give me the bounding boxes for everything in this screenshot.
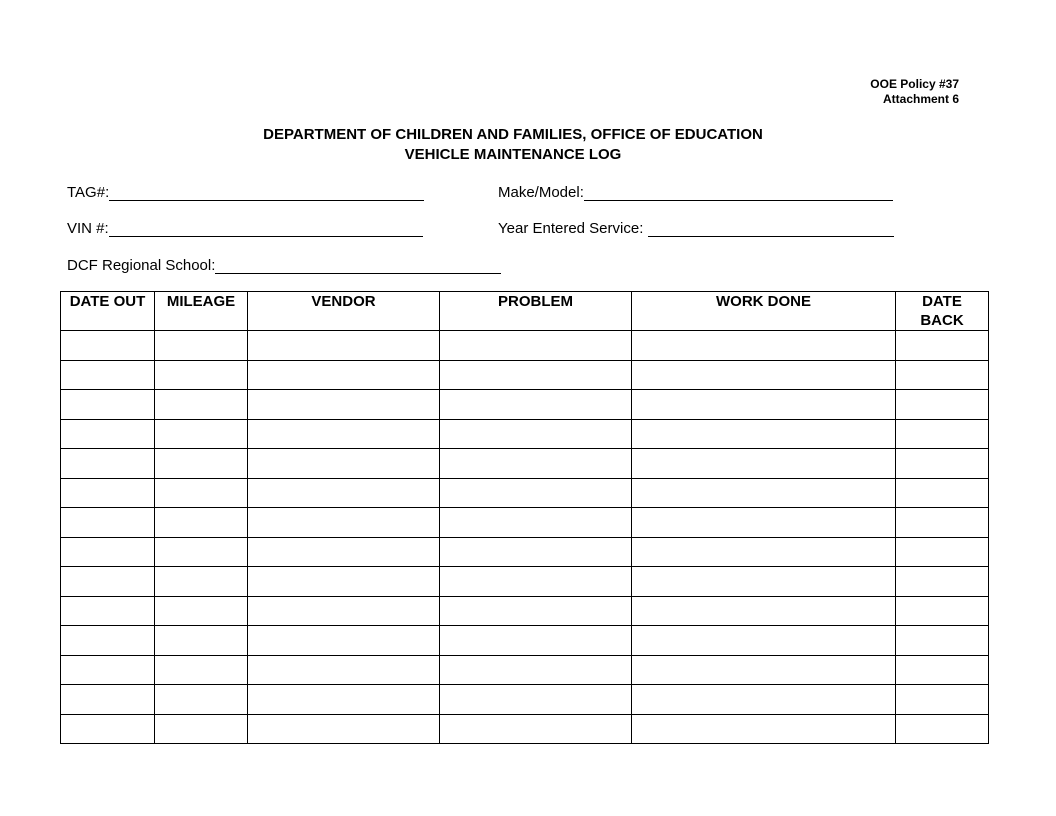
cell-date-out[interactable] [61,537,155,567]
cell-date-out[interactable] [61,390,155,420]
cell-date-out[interactable] [61,508,155,538]
column-header-work-done [632,292,896,331]
cell-date-back[interactable] [896,360,989,390]
cell-work-done[interactable] [632,626,896,656]
cell-date-back[interactable] [896,655,989,685]
cell-date-back[interactable] [896,685,989,715]
year-entered-input[interactable] [648,220,894,237]
log-table-body [61,331,989,744]
cell-work-done[interactable] [632,508,896,538]
regional-school-label: DCF Regional School: [67,257,216,274]
table-row [61,478,989,508]
cell-date-back[interactable] [896,596,989,626]
cell-vendor[interactable] [248,449,440,479]
cell-work-done[interactable] [632,714,896,744]
column-header-label: WORK DONE [716,293,811,310]
cell-problem[interactable] [440,360,632,390]
cell-vendor[interactable] [248,626,440,656]
cell-date-out[interactable] [61,478,155,508]
cell-mileage[interactable] [155,626,248,656]
cell-mileage[interactable] [155,714,248,744]
table-row [61,360,989,390]
cell-mileage[interactable] [155,567,248,597]
column-header-date-back [896,292,989,331]
cell-date-back[interactable] [896,419,989,449]
make-model-field[interactable] [498,180,893,202]
cell-date-back[interactable] [896,508,989,538]
cell-vendor[interactable] [248,478,440,508]
cell-work-done[interactable] [632,567,896,597]
column-header-date-out [61,292,155,331]
department-title: DEPARTMENT OF CHILDREN AND FAMILIES, OFFICE OF EDUCATION [263,126,763,143]
column-header-label: VENDOR [311,293,376,310]
cell-date-back[interactable] [896,714,989,744]
cell-date-back[interactable] [896,449,989,479]
cell-date-back[interactable] [896,567,989,597]
cell-date-out[interactable] [61,360,155,390]
cell-work-done[interactable] [632,449,896,479]
table-row [61,449,989,479]
cell-work-done[interactable] [632,596,896,626]
year-entered-label: Year Entered Service: [498,220,648,237]
cell-problem[interactable] [440,508,632,538]
table-row [61,508,989,538]
cell-mileage[interactable] [155,685,248,715]
cell-date-out[interactable] [61,331,155,361]
cell-mileage[interactable] [155,478,248,508]
cell-problem[interactable] [440,685,632,715]
table-row [61,331,989,361]
cell-date-back[interactable] [896,537,989,567]
cell-vendor[interactable] [248,331,440,361]
cell-problem[interactable] [440,537,632,567]
cell-vendor[interactable] [248,655,440,685]
table-row [61,596,989,626]
table-row [61,714,989,744]
year-entered-field[interactable] [498,216,894,238]
cell-mileage[interactable] [155,655,248,685]
column-header-problem [440,292,632,331]
cell-vendor[interactable] [248,390,440,420]
cell-problem[interactable] [440,449,632,479]
tag-input[interactable] [109,184,424,201]
cell-work-done[interactable] [632,655,896,685]
cell-mileage[interactable] [155,390,248,420]
cell-work-done[interactable] [632,390,896,420]
cell-work-done[interactable] [632,360,896,390]
column-header-mileage [155,292,248,331]
policy-number: OOE Policy #37 [870,77,959,91]
cell-problem[interactable] [440,626,632,656]
maintenance-log-table [60,291,989,744]
cell-mileage[interactable] [155,331,248,361]
column-header-vendor [248,292,440,331]
cell-vendor[interactable] [248,714,440,744]
make-model-input[interactable] [584,184,893,201]
regional-school-input[interactable] [215,257,501,274]
table-row [61,655,989,685]
cell-date-out[interactable] [61,596,155,626]
table-row [61,685,989,715]
cell-problem[interactable] [440,596,632,626]
table-row [61,626,989,656]
cell-date-out[interactable] [61,685,155,715]
cell-vendor[interactable] [248,596,440,626]
attachment-number: Attachment 6 [882,92,959,106]
vin-input[interactable] [109,220,423,237]
cell-date-out[interactable] [61,714,155,744]
cell-date-back[interactable] [896,390,989,420]
cell-vendor[interactable] [248,685,440,715]
cell-problem[interactable] [440,331,632,361]
cell-problem[interactable] [440,419,632,449]
cell-vendor[interactable] [248,508,440,538]
cell-date-out[interactable] [61,419,155,449]
cell-work-done[interactable] [632,331,896,361]
cell-date-out[interactable] [61,655,155,685]
cell-problem[interactable] [440,714,632,744]
table-row [61,419,989,449]
cell-mileage[interactable] [155,596,248,626]
cell-date-out[interactable] [61,567,155,597]
cell-mileage[interactable] [155,449,248,479]
policy-reference [870,77,959,107]
cell-problem[interactable] [440,390,632,420]
cell-mileage[interactable] [155,508,248,538]
column-header-label: DATE BACK [920,293,964,329]
make-model-label: Make/Model: [498,184,584,201]
cell-mileage[interactable] [155,419,248,449]
cell-date-out[interactable] [61,449,155,479]
vin-label: VIN #: [67,220,109,237]
tag-field[interactable] [67,180,424,202]
cell-date-out[interactable] [61,626,155,656]
cell-work-done[interactable] [632,419,896,449]
tag-label: TAG#: [67,184,110,201]
cell-vendor[interactable] [248,537,440,567]
cell-work-done[interactable] [632,537,896,567]
table-row [61,537,989,567]
column-header-label: DATE OUT [69,293,146,310]
vin-field[interactable] [67,216,423,238]
cell-vendor[interactable] [248,360,440,390]
document-title [0,125,1026,165]
column-header-label: MILEAGE [166,293,236,310]
cell-mileage[interactable] [155,360,248,390]
cell-problem[interactable] [440,478,632,508]
cell-vendor[interactable] [248,419,440,449]
table-header-row [61,292,989,331]
cell-problem[interactable] [440,655,632,685]
cell-work-done[interactable] [632,685,896,715]
table-row [61,567,989,597]
table-row [61,390,989,420]
cell-problem[interactable] [440,567,632,597]
regional-school-field[interactable] [67,253,501,275]
cell-mileage[interactable] [155,537,248,567]
cell-vendor[interactable] [248,567,440,597]
column-header-label: PROBLEM [498,293,573,310]
cell-date-back[interactable] [896,331,989,361]
cell-date-back[interactable] [896,626,989,656]
cell-date-back[interactable] [896,478,989,508]
log-title: VEHICLE MAINTENANCE LOG [404,146,622,163]
cell-work-done[interactable] [632,478,896,508]
